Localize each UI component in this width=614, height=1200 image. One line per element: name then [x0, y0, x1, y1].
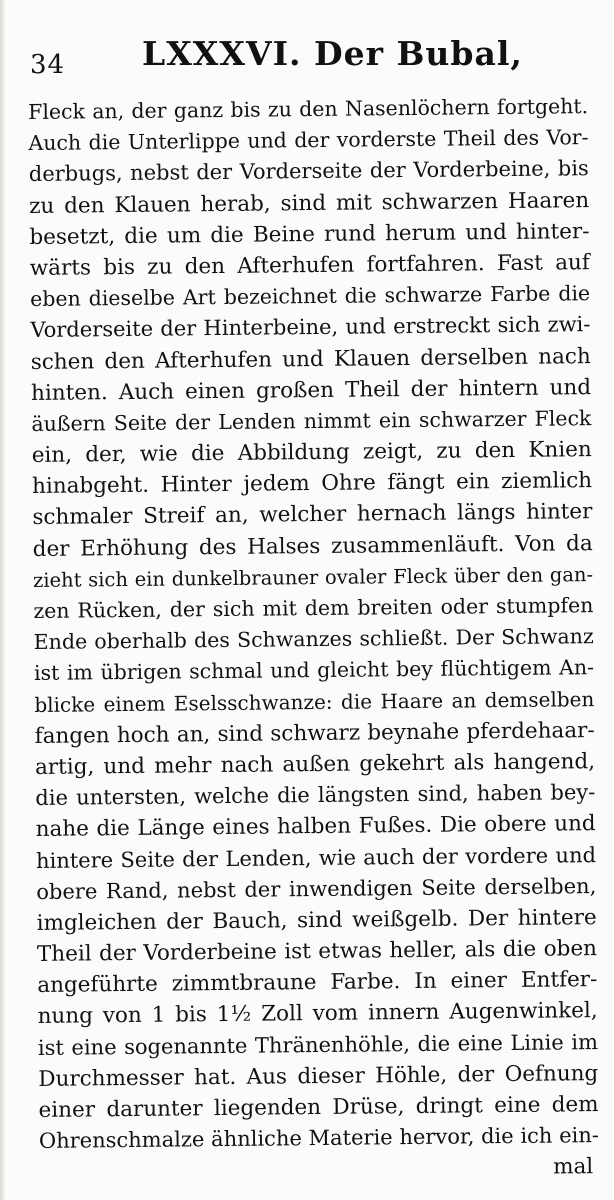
text-line: zen Rücken, der sich mit dem breiten oder stumpfen	[33, 593, 594, 623]
text-line: ein, der, wie die Abbildung zeigt, zu den Knien	[31, 437, 592, 469]
text-line: hinabgeht. Hinter jedem Ohre fängt ein ziemlich	[31, 468, 593, 500]
text-line: Fleck an, der ganz bis zu den Nasenlöchern fortgeht.	[28, 94, 589, 124]
running-title: LXXXVI. Der Bubal,	[142, 34, 523, 73]
body-text	[28, 91, 599, 1188]
text-line: blicke einem Eselsschwanze: die Haare an demselben	[34, 686, 595, 717]
text-line: Auch die Unterlippe und der vorderste Theil des Vor-	[28, 125, 589, 156]
page-header	[30, 30, 590, 80]
page-edge-shadow	[0, 0, 6, 1200]
text-line: angeführte zimmtbraune Farbe. In einer Entfer-	[37, 967, 598, 999]
text-line: besetzt, die um die Beine rund herum und hinter-	[29, 218, 590, 250]
text-line: schen den Afterhufen und Klauen derselben nach	[30, 343, 591, 375]
text-line: Durchmesser hat. Aus dieser Höhle, der Oefnung	[38, 1060, 599, 1092]
text-line: einer darunter liegenden Drüse, dringt eine dem	[38, 1092, 599, 1123]
text-line: Vorderseite der Hinterbeine, und erstreckt sich zwi-	[30, 312, 591, 343]
text-line: obere Rand, nebst der inwendigen Seite derselben,	[36, 873, 597, 904]
text-line: zieht sich ein dunkelbrauner ovaler Fleck über den gan-	[32, 562, 594, 592]
text-line: Ohrenschmalze ähnliche Materie hervor, die ich ein-	[38, 1123, 600, 1154]
text-line: äußern Seite der Lenden nimmt ein schwarzer Fleck	[31, 405, 592, 436]
text-line: hintere Seite der Lenden, wie auch der vordere und	[35, 842, 597, 873]
page-number: 34	[30, 50, 66, 80]
text-line: nung von 1 bis 1½ Zoll vom innern Augenwinkel,	[37, 998, 598, 1030]
text-line: imgleichen der Bauch, sind weißgelb. Der hintere	[36, 904, 597, 936]
text-line: ist im übrigen schmal und gleicht bey flüchtigem An-	[33, 655, 595, 686]
text-line: hinten. Auch einen großen Theil der hintern und	[30, 374, 592, 406]
text-line: die untersten, welche die längsten sind, haben bey-	[35, 780, 596, 811]
text-line: ist eine sogenannte Thränenhöhle, die eine Linie im	[37, 1029, 599, 1060]
text-line: nahe die Länge eines halben Fußes. Die obere und	[35, 811, 596, 843]
text-line: Theil der Vorderbeine ist etwas heller, als die oben	[36, 936, 598, 968]
text-line: mal	[553, 1154, 594, 1180]
text-line: zu den Klauen herab, sind mit schwarzen Haaren	[29, 187, 590, 219]
text-line: eben dieselbe Art bezeichnet die schwarze Farbe die	[29, 281, 591, 312]
text-line: fangen hoch an, sind schwarz beynahe pferdehaar-	[34, 717, 595, 749]
text-line: der Erhöhung des Halses zusammenläuft. Von da	[32, 530, 593, 562]
text-line: derbugs, nebst der Vorderseite der Vorderbeine, bis	[28, 156, 589, 187]
text-line: Ende oberhalb des Schwanzes schließt. Der Schwanz	[33, 624, 594, 655]
text-line: schmaler Streif an, welcher hernach längs hinter	[32, 499, 593, 531]
text-line: artig, und mehr nach außen gekehrt als hangend,	[34, 749, 596, 780]
text-line: wärts bis zu den Afterhufen fortfahren. Fast auf	[29, 250, 590, 281]
